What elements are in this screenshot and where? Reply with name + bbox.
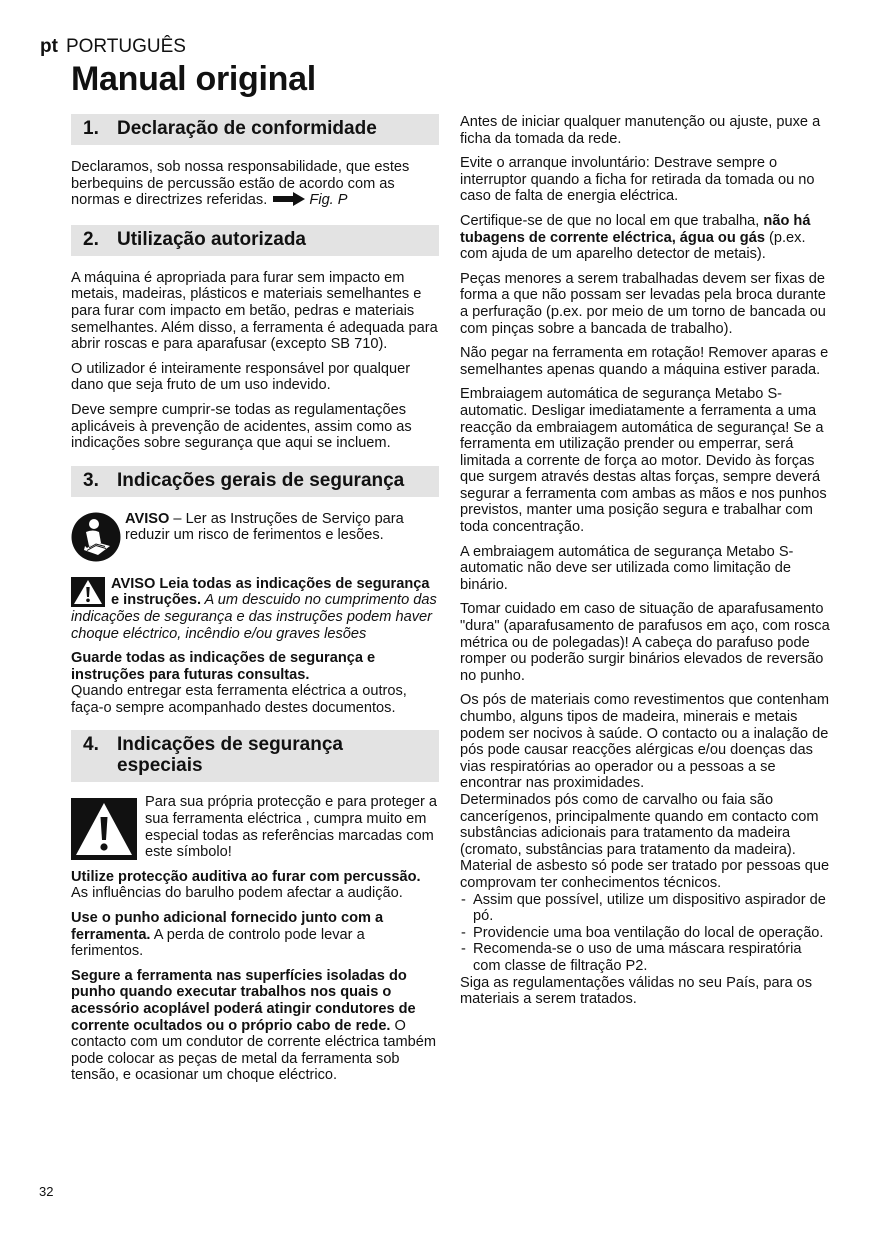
hidden-lines-bold: não há tubagens de corrente eléctrica, água ou gás bbox=[460, 212, 811, 246]
warning-triangle-icon bbox=[71, 577, 105, 607]
read-manual-text bbox=[125, 511, 439, 544]
keep-instructions-text: Quando entregar esta ferramenta eléctrica a outros, faça-o sempre acompanhado destes documentos. bbox=[71, 683, 407, 716]
language-name: PORTUGUÊS bbox=[65, 36, 186, 57]
safety-warning bbox=[71, 576, 439, 642]
section-4-heading bbox=[71, 730, 439, 782]
dust-hazard-paragraph: Os pós de materiais como revestimentos que contenham chumbo, alguns tipos de madeira, minerais e metais podem ser nocivos à saúde. O contacto ou a inalação de pós pode causar reacções alérgicas e/ou doenças das vias respiratórias ao operador ou a pessoas a se encontrar nas proximidades. bbox=[460, 692, 830, 792]
warning-label: AVISO bbox=[125, 510, 170, 527]
special-safety-intro-text: Para sua própria protecção e para proteger a sua ferramenta eléctrica , cumpra muito em especial todas as referências marcadas com este símbolo! bbox=[145, 794, 438, 861]
page-number: 32 bbox=[39, 1184, 54, 1199]
small-workpieces-paragraph: Peças menores a serem trabalhadas devem ser fixas de forma a que não possam ser levadas pela broca durante a perfuração (p.ex. por meio de um torno de bancada ou com pinças sobre a bancada de trabalho). bbox=[460, 270, 826, 337]
language-code: pt bbox=[40, 36, 58, 57]
section-number: 1. bbox=[83, 118, 99, 139]
hearing-protection-paragraph bbox=[71, 869, 439, 902]
arrow-right-icon bbox=[273, 192, 305, 206]
section-1-heading bbox=[71, 114, 439, 145]
keep-instructions-bold: Guarde todas as indicações de segurança e instruções para futuras consultas. bbox=[71, 650, 376, 683]
insulated-grip-paragraph bbox=[71, 968, 439, 1084]
left-column bbox=[71, 114, 439, 1092]
insulated-grip-bold: Segure a ferramenta nas superfícies isoladas do punho quando executar trabalhos nos quais o acessório acoplável poderá atingir condutores de corrente ocultados ou o próprio cabo de rede. bbox=[71, 967, 416, 1034]
hearing-protection-bold: Utilize protecção auditiva ao furar com percussão. bbox=[71, 868, 421, 885]
unplug-paragraph: Antes de iniciar qualquer manutenção ou ajuste, puxe a ficha da tomada da rede. bbox=[460, 114, 821, 147]
section-number: 4. bbox=[83, 734, 99, 756]
declaration-paragraph bbox=[71, 159, 439, 209]
warning-italic-text: A um descuido no cumprimento das indicações de segurança e das instruções podem haver choque eléctrico, incêndio e/ou graves lesões bbox=[71, 592, 437, 642]
national-regulations-paragraph: Siga as regulamentações válidas no seu País, para os materiais a serem tratados. bbox=[460, 974, 813, 1008]
unintended-start-paragraph: Evite o arranque involuntário: Destrave sempre o interruptor quando a ficha for retirada da tomada ou no caso de falta de energia eléctrica. bbox=[460, 155, 815, 205]
warning-triangle-icon bbox=[71, 798, 137, 860]
regulations-paragraph: Deve sempre cumprir-se todas as regulamentações aplicáveis à prevenção de acidentes, assim como as indicações sobre segurança que aqui se incluem. bbox=[71, 401, 412, 452]
torque-limit-paragraph: A embraiagem automática de segurança Metabo S-automatic não deve ser utilizada como limitação de binário. bbox=[460, 543, 794, 593]
user-responsibility-paragraph: O utilizador é inteiramente responsável por qualquer dano que seja fruto de um uso indevido. bbox=[71, 360, 411, 394]
auxiliary-handle-bold: Use o punho adicional fornecido junto com a ferramenta. bbox=[71, 910, 384, 943]
hidden-lines-text-b: (p.ex. com ajuda de um aparelho detector de metais). bbox=[460, 229, 806, 263]
carcinogenic-dust-paragraph: Determinados pós como de carvalho ou faia são cancerígenos, principalmente quando em contacto com substâncias adicionais para tratamento da madeira (cromato, substâncias para tratamento da madeira). Material de asbesto só pode ser tratado por pessoas que comprovam ter conhecimentos técnicos. bbox=[460, 791, 830, 891]
special-safety-intro bbox=[71, 794, 439, 860]
section-number: 2. bbox=[83, 228, 99, 250]
hearing-protection-text: As influências do barulho podem afectar a audição. bbox=[71, 885, 403, 902]
section-2-heading bbox=[71, 225, 439, 256]
rotating-tool-paragraph: Não pegar na ferramenta em rotação! Remover aparas e semelhantes apenas quando a máquina estiver parada. bbox=[460, 345, 829, 378]
warning-text: – Ler as Instruções de Serviço para reduzir um risco de ferimentos e lesões. bbox=[125, 510, 404, 544]
hidden-lines-paragraph bbox=[460, 213, 832, 263]
auxiliary-handle-text: A perda de controlo pode levar a ferimentos. bbox=[71, 926, 365, 960]
section-title: Indicações de segurança especiais bbox=[117, 734, 343, 777]
list-item: - Assim que possível, utilize um dispositivo aspirador de pó. bbox=[460, 892, 832, 925]
keep-instructions-paragraph bbox=[71, 650, 439, 716]
s-automatic-paragraph: Embraiagem automática de segurança Metabo S-automatic. Desligar imediatamente a ferramenta a uma reacção da embraiagem automática de segurança! Se a ferramenta em utilização prender ou emperrar, será limitada a corrente de força ao motor. Devido às forças que surgem através destas altas forças, sempre deverá segurar a ferramenta com ambas as mãos e nos punhos previstos, manter uma posição segura e trabalhar com toda concentração. bbox=[460, 386, 827, 536]
section-title: Declaração de conformidade bbox=[117, 118, 377, 139]
section-3-heading bbox=[71, 466, 439, 497]
hidden-lines-text-a: Certifique-se de que no local em que trabalha, bbox=[460, 212, 764, 229]
declaration-text: Declaramos, sob nossa responsabilidade, que estes berbequins de percussão estão de acordo com as normas e directrizes referidas. bbox=[71, 159, 410, 209]
warning-bold-text: AVISO Leia todas as indicações de segurança e instruções. bbox=[111, 575, 430, 609]
dust-measures-list bbox=[460, 892, 832, 975]
section-title: Utilização autorizada bbox=[117, 228, 306, 250]
list-item: - Recomenda-se o uso de uma máscara respiratória com classe de filtração P2. bbox=[460, 941, 832, 974]
intended-use-paragraph: A máquina é apropriada para furar sem impacto em metais, madeiras, plásticos e materiais semelhantes e para furar com impacto em betão, pedras e materiais semelhantes. Além disso, a ferramenta é adequada para abrir roscas e para aparafusar (excepto SB 710). bbox=[71, 269, 438, 353]
section-number: 3. bbox=[83, 469, 99, 491]
auxiliary-handle-paragraph bbox=[71, 910, 439, 960]
list-item: - Providencie uma boa ventilação do local de operação. bbox=[460, 925, 832, 942]
insulated-grip-text: O contacto com um condutor de corrente eléctrica também pode colocar as peças de metal da ferramenta sob tensão, e ocasionar um choque eléctrico. bbox=[71, 1017, 437, 1084]
figure-reference: Fig. P bbox=[309, 192, 348, 209]
read-manual-warning bbox=[71, 511, 439, 562]
read-manual-icon bbox=[71, 512, 121, 562]
page-header bbox=[40, 36, 186, 58]
right-column bbox=[460, 114, 832, 1016]
hard-screwdriving-paragraph: Tomar cuidado em caso de situação de aparafusamento "dura" (aparafusamento de parafusos em aço, com rosca métrica ou de polegadas)! A cabeça do parafuso pode romper ou poderão surgir binários elevados de reversão no punho. bbox=[460, 601, 830, 684]
page-title: Manual original bbox=[71, 60, 316, 98]
section-title: Indicações gerais de segurança bbox=[117, 469, 405, 491]
